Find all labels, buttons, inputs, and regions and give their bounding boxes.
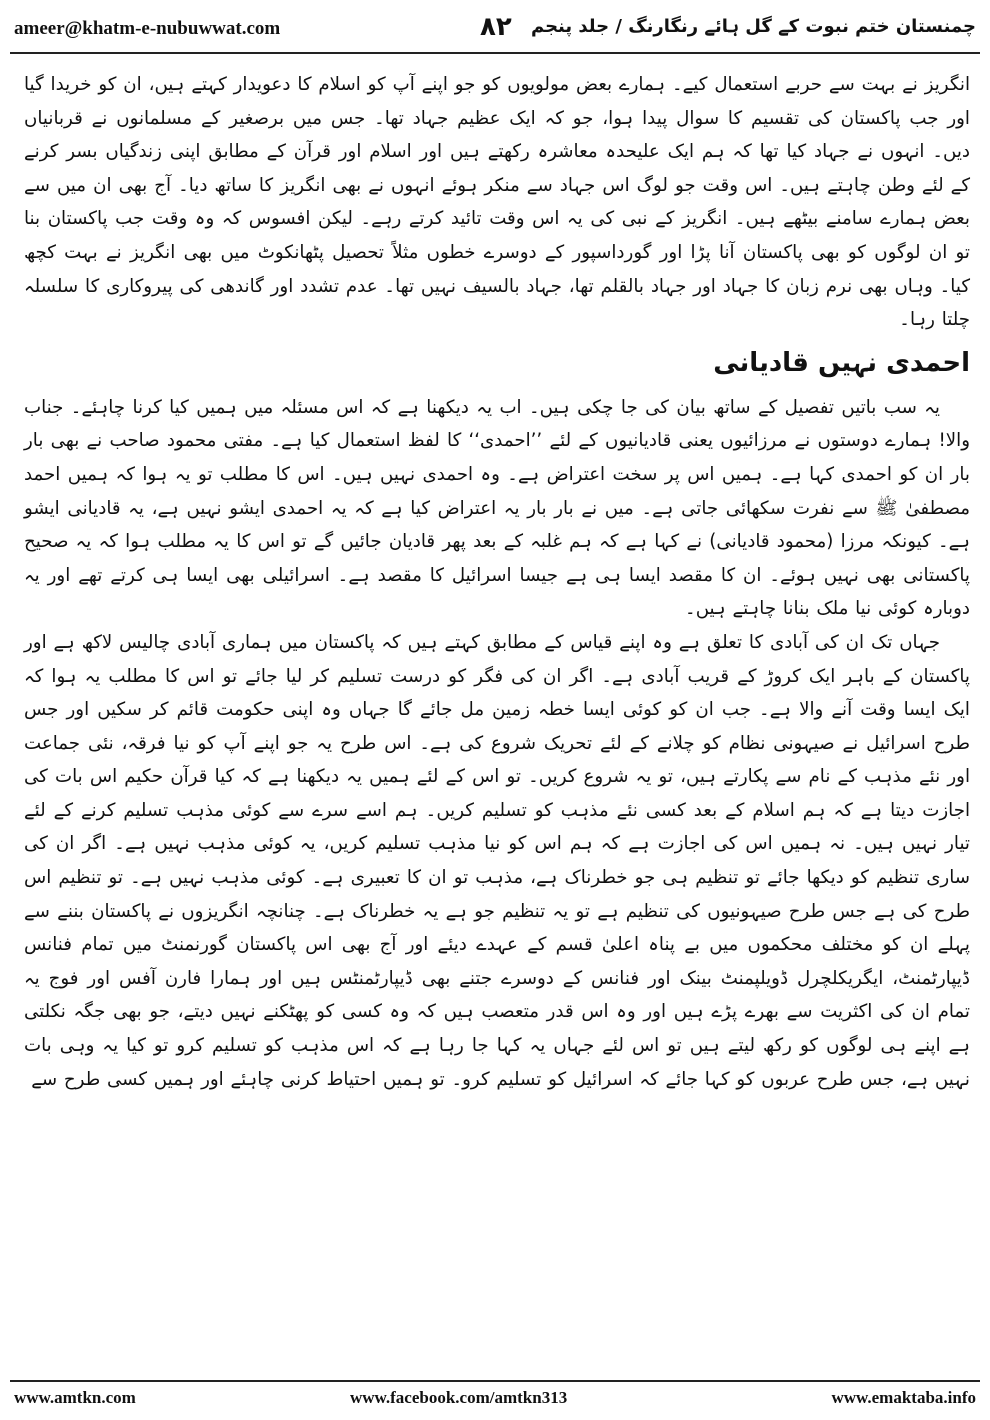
- page-header: [10, 8, 980, 54]
- header-email[interactable]: ameer@khatm-e-nubuwwat.com: [14, 18, 281, 39]
- book-title: چمنستان ختم نبوت کے گل ہائے رنگارنگ / جلد پنجم: [530, 16, 976, 37]
- page: [10, 8, 980, 1412]
- page-number: ۸۲: [480, 12, 512, 42]
- section-heading: احمدی نہیں قادیانی: [713, 347, 970, 378]
- paragraph-1: انگریز نے بہت سے حربے استعمال کیے۔ ہمارے بعض مولویوں کو جو اپنے آپ کو اسلام کا دعویدار کہتے ہیں، ان کو خریدا گیا اور جب پاکستان کی تقسیم کا سوال پیدا ہوا، جو کہ ایک عظیم جہاد تھا۔ جس میں برصغیر کے مسلمانوں نے قربانیاں دیں۔ انہوں نے جہاد کیا تھا کہ ہم ایک علیحدہ معاشرہ رکھتے ہیں اور اسلام اور قرآن کے مطابق اپنی زندگیاں بسر کرنے کے لئے وطن چاہتے ہیں۔ اس وقت جو لوگ اس جہاد سے منکر ہوئے انہوں نے بھی انگریز کا ساتھ دیا۔ آج بھی ان میں سے بعض ہمارے سامنے بیٹھے ہیں۔ انگریز کے نبی کی یہ اس وقت تائید کرتے رہے۔ لیکن افسوس کہ وہ وقت جب پاکستان بنا تو ان لوگوں کو بھی پاکستان آنا پڑا اور گورداسپور کے دوسرے خطوں مثلاً تحصیل پٹھانکوٹ میں بھی انگریز نے بہت کچھ کیا۔ وہاں بھی نرم زبان کا جہاد اور جہاد بالقلم تھا، جہاد بالسیف نہیں تھا۔ عدم تشدد اور گاندھی کی پیروکاری کا سلسلہ چلتا رہا۔: [24, 74, 970, 331]
- footer-link-emaktaba[interactable]: www.emaktaba.info: [831, 1388, 976, 1407]
- paragraph-2: یہ سب باتیں تفصیل کے ساتھ بیان کی جا چکی ہیں۔ اب یہ دیکھنا ہے کہ اس مسئلہ میں ہمیں کیا کرنا چاہئے۔ جناب والا! ہمارے دوستوں نے مرزائیوں یعنی قادیانیوں کے لئے ’’احمدی‘‘ کا لفظ استعمال کیا ہے۔ مفتی محمود صاحب نے بھی بار بار ان کو احمدی کہا ہے۔ ہمیں اس پر سخت اعتراض ہے۔ وہ احمدی نہیں ہیں۔ اس کا مطلب تو یہ ہوا کہ ہمیں احمد مصطفیٰ ﷺ سے نفرت سکھائی جاتی ہے۔ میں نے بار بار یہ اعتراض کیا ہے کہ یہ احمدی ایشو نہیں ہے، یہ قادیانی ایشو ہے۔ کیونکہ مرزا (محمود قادیانی) نے کہا ہے کہ ہم غلبہ کے بعد پھر قادیان جائیں گے تو اس کا یہ مطلب ہوا کہ یہ صحیح پاکستانی بھی نہیں ہوئے۔ ان کا مقصد ایسا ہی ہے جیسا اسرائیل کا مقصد ہے۔ اسرائیلی بھی ایسا ہی کرتے تھے اور یہ دوبارہ کوئی نیا ملک بنانا چاہتے ہیں۔: [24, 396, 970, 620]
- page-footer: [10, 1380, 980, 1412]
- body-text: [24, 68, 970, 1096]
- paragraph-3: جہاں تک ان کی آبادی کا تعلق ہے وہ اپنے قیاس کے مطابق کہتے ہیں کہ پاکستان میں ہماری آبادی چالیس لاکھ ہے اور پاکستان کے باہر ایک کروڑ کے قریب آبادی ہے۔ اگر ان کی فگر کو درست تسلیم کر لیا جائے تو اس کا مطلب یہ ہوا کہ ایک ایسا وقت آنے والا ہے۔ جب ان کو کوئی ایسا خطہ زمین مل جائے گا جہاں وہ اپنی حکومت قائم کر سکیں اور جس طرح اسرائیل نے صیہونی نظام کو چلانے کے لئے تحریک شروع کی ہے۔ اس طرح یہ جو اپنے آپ کو نیا فرقہ، نئی جماعت اور نئے مذہب کے نام سے پکارتے ہیں، تو یہ شروع کریں۔ تو اس کے لئے ہمیں یہ دیکھنا ہے کہ کیا قرآن حکیم اس بات کی اجازت دیتا ہے کہ ہم اسلام کے بعد کسی نئے مذہب کو تسلیم کریں۔ ہم اسے سرے سے کوئی مذہب تسلیم کرنے کے لئے تیار نہیں ہیں۔ نہ ہمیں اس کی اجازت ہے کہ ہم اس کو نیا مذہب تسلیم کریں، یہ کوئی مذہب نہیں ہے۔ اگر ان کی ساری تنظیم کو دیکھا جائے تو تنظیم ہی جو خطرناک ہے، مذہب تو ان کا تعبیری ہے۔ کوئی مذہب نہیں ہے۔ تو تنظیم اس طرح کی ہے جس طرح صیہونیوں کی تنظیم ہے تو یہ تنظیم جو ہے یہ خطرناک ہے۔ چنانچہ انگریزوں نے پاکستان بننے سے پہلے ان کو مختلف محکموں میں بے پناہ اعلیٰ قسم کے عہدے دیئے اور آج بھی اس پاکستان گورنمنٹ میں تمام فنانس ڈیپارٹمنٹ، ایگریکلچرل ڈویلپمنٹ بینک اور فنانس کے دوسرے جتنے بھی ڈیپارٹمنٹس ہیں اور ہمارا فارن آفس اور فوج یہ تمام ان کی اکثریت سے بھرے پڑے ہیں اور وہ اس قدر متعصب ہیں کہ وہ کسی کو پھٹکنے نہیں دیتے، جو بھی جگہ نکلتی ہے اپنے ہی لوگوں کو رکھ لیتے ہیں تو اس لئے جہاں یہ کہا جا رہا ہے کہ اس مذہب کو تسلیم کرو تو کیا یہ وہی بات نہیں ہے، جس طرح عربوں کو کہا جائے کہ اسرائیل کو تسلیم کرو۔ تو ہمیں احتیاط کرنی چاہئے اور ہمیں کسی طرح سے: [24, 631, 970, 1090]
- footer-link-facebook[interactable]: www.facebook.com/amtkn313: [350, 1388, 568, 1407]
- footer-link-amtkn[interactable]: www.amtkn.com: [14, 1388, 136, 1407]
